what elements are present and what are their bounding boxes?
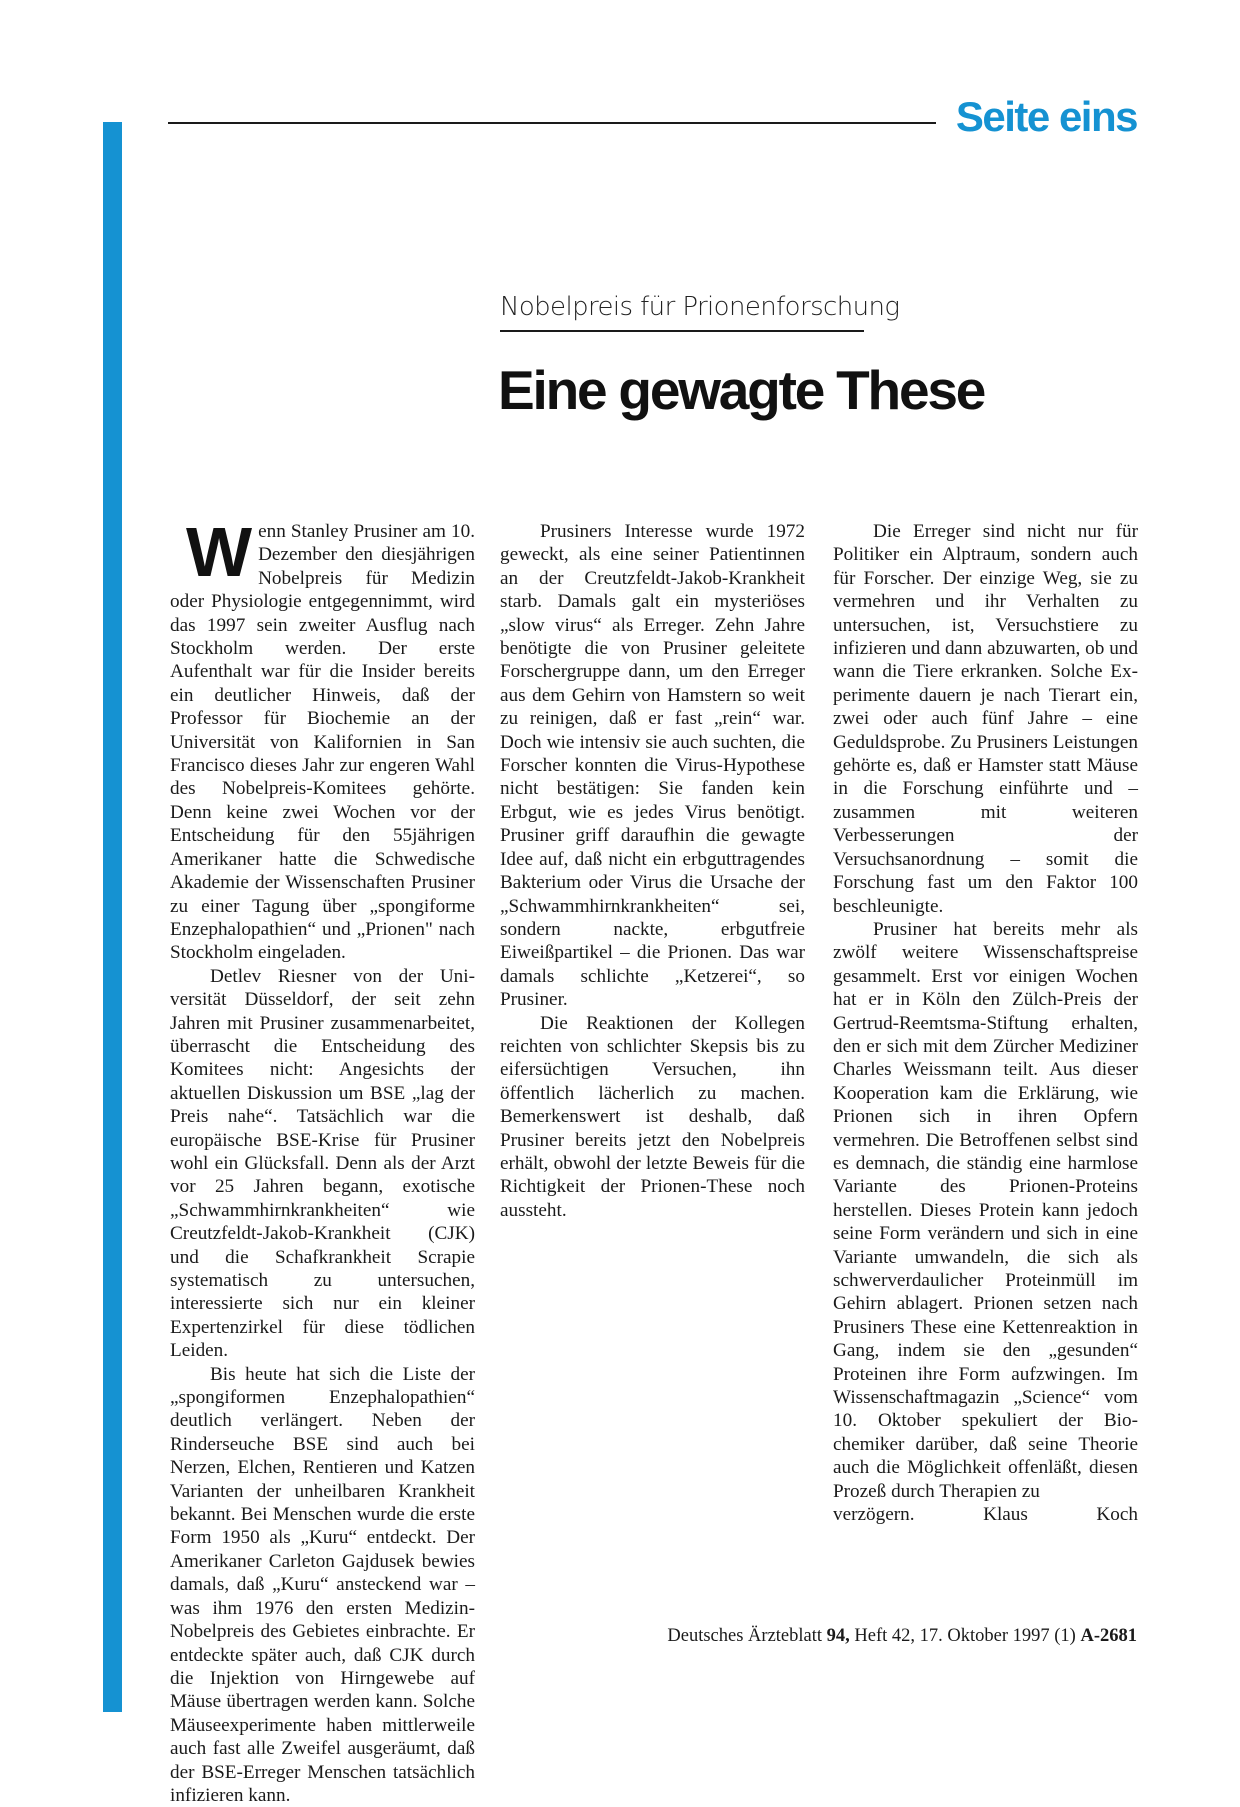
journal-name: Deutsches Ärzteblatt — [667, 1626, 823, 1646]
page-number: A-2681 — [1080, 1626, 1137, 1646]
kicker-underline — [500, 330, 864, 332]
accent-sidebar-bar — [103, 122, 122, 1712]
article-kicker: Nobelpreis für Prionenforschung — [500, 292, 900, 322]
article-column-3 — [833, 520, 1138, 1526]
article-paragraph-2: Detlev Riesner von der Universität Düsseldorf, der seit zehn Jahren mit Prusiner zusammenarbeitet, überrascht die Entscheidung des Komitees nicht: Angesichts der aktuellen Diskussion um BSE „lag der Preis nahe“. Tatsächlich war die europäische BSE-Krise für Prusiner wohl ein Glücksfall. Denn als der Arzt vor 25 Jahren begann, exotische „Schwammhirnkrankheiten“ wie Creutzfeldt-Jakob-Krankheit (CJK) und die Schafkrankheit Scrapie systematisch zu untersuchen, interessierte sich nur ein kleiner Expertenzirkel für diese tödlichen Leiden. — [170, 965, 475, 1362]
article-paragraph-3: Bis heute hat sich die Liste der „spongiformen Enzephalopathien“ deutlich verlängert. Neben der Rinderseuche BSE sind auch bei Nerzen, Elchen, Rentieren und Katzen Varianten der unheilbaren Krankheit bekannt. Bei Menschen wurde die erste Form 1950 als „Kuru“ entdeckt. Der Amerikaner Carleton Gajdusek bewies damals, daß „Kuru“ ansteckend war – was ihm 1976 den ersten Medizin-Nobelpreis des Gebietes einbrachte. Er entdeckte später auch, daß CJK durch die Injektion von Hirngewebe auf Mäuse übertragen werden kann. Solche Mäuseexperimente haben mittlerweile auch fast alle Zweifel ausgeräumt, daß der BSE-Erreger Menschen tatsächlich infizieren kann. — [170, 1363, 475, 1806]
closing-word: verzögern. — [833, 1504, 915, 1526]
article-paragraph-1 — [170, 513, 475, 965]
article-column-1 — [170, 513, 475, 1807]
header-rule — [168, 122, 936, 124]
journal-issue: Heft 42, 17. Oktober 1997 (1) — [854, 1626, 1076, 1646]
paragraph-text: enn Stanley Prusiner am 10. Dezember den diesjährigen Nobelpreis für Medizin oder Physiologie entgegennimmt, wird das 1997 sein zweiter Ausflug nach Stockholm werden. Der erste Aufenthalt war für die Insider bereits ein deutlicher Hinweis, daß der Professor für Biochemie an der Universität von Kalifornien in San Francisco dieses Jahr zur engeren Wahl des Nobelpreis-Komitees gehörte. Denn keine zwei Wochen vor der Entscheidung für den 55jährigen Amerikaner hatte die Schwedische Akademie der Wissenschaften Prusiner zu einer Tagung über „spongiforme Enzephalopathien“ und „Prionen" nach Stockholm eingeladen. — [170, 521, 475, 964]
article-paragraph-6: Die Erreger sind nicht nur für Politiker ein Alptraum, sondern auch für Forscher. Der einzige Weg, sie zu vermehren und ihr Verhalten zu untersuchen, ist, Versuchstiere zu infizieren und dann abzuwarten, ob und wann die Tiere erkranken. Solche Experimente dauern je nach Tierart ein, zwei oder auch fünf Jahre – eine Geduldsprobe. Zu Prusiners Leistungen gehörte es, daß er Hamster statt Mäuse in die Forschung einführte und – zusammen mit weiteren Verbesserungen der Versuchsanordnung – somit die Forschung fast um den Faktor 100 beschleunigte. — [833, 521, 1138, 917]
article-paragraph-4: Prusiners Interesse wurde 1972 geweckt, als eine seiner Patientinnen an der Creutzfeldt-Jakob-Krankheit starb. Damals galt ein mysteriöses „slow virus“ als Erreger. Zehn Jahre benötigte die von Prusiner geleitete Forschergruppe dann, um den Erreger aus dem Gehirn von Hamstern so weit zu reinigen, daß er fast „rein“ war. Doch wie intensiv sie auch suchten, die Forscher konnten die Virus-Hypothese nicht bestätigen: Sie fanden kein Erbgut, wie es jedes Virus benötigt. Prusiner griff daraufhin die gewagte Idee auf, daß nicht ein erbguttragendes Bakterium oder Virus die Ursache der „Schwammhirnkrankheiten“ sei, sondern nackte, erbgutfreie Eiweißpartikel – die Prionen. Das war damals schlichte „Ketzerei“, so Prusiner. — [500, 521, 805, 1011]
article-paragraph-5: Die Reaktionen der Kollegen reichten von schlichter Skepsis bis zu eifersüchtigen Versuchen, ihn öffentlich lächerlich zu machen. Bemerkenswert ist deshalb, daß Prusiner bereits jetzt den Nobelpreis erhält, obwohl der letzte Beweis für die Richtigkeit der Prionen-These noch aussteht. — [500, 1012, 805, 1221]
page-footer — [667, 1626, 1137, 1647]
drop-cap: W — [186, 513, 253, 591]
article-paragraph-7: Prusiner hat bereits mehr als zwölf weitere Wissenschaftspreise gesammelt. Erst vor einigen Wochen hat er in Köln den Zülch-Preis der Gertrud-Reemtsma-Stiftung erhalten, den er sich mit dem Zürcher Mediziner Charles Weissmann teilt. Aus dieser Kooperation kam die Erklärung, wie Prionen sich in ihren Opfern vermehren. Die Betroffenen selbst sind es demnach, die ständig eine harmlose Variante des Prionen-Proteins herstellen. Dieses Protein kann jedoch seine Form verändern und sich in eine Variante umwandeln, die sich als schwerverdaulicher Proteinmüll im Gehirn ablagert. Prionen setzen nach Prusiners These eine Kettenreaktion in Gang, indem sie den „gesunden“ Proteinen ihre Form aufzwingen. Im Wissenschaftmagazin „Science“ vom 10. Oktober spekuliert der Biochemiker darüber, daß seine Theorie auch die Möglichkeit offenläßt, diesen Prozeß durch Therapien zu — [833, 918, 1138, 1502]
section-label: Seite eins — [955, 93, 1137, 140]
article-headline: Eine gewagte These — [498, 359, 985, 421]
journal-volume: 94, — [826, 1626, 850, 1646]
article-column-2 — [500, 520, 805, 1222]
author-signature: Klaus Koch — [983, 1504, 1138, 1526]
signature-line — [833, 1503, 1138, 1526]
